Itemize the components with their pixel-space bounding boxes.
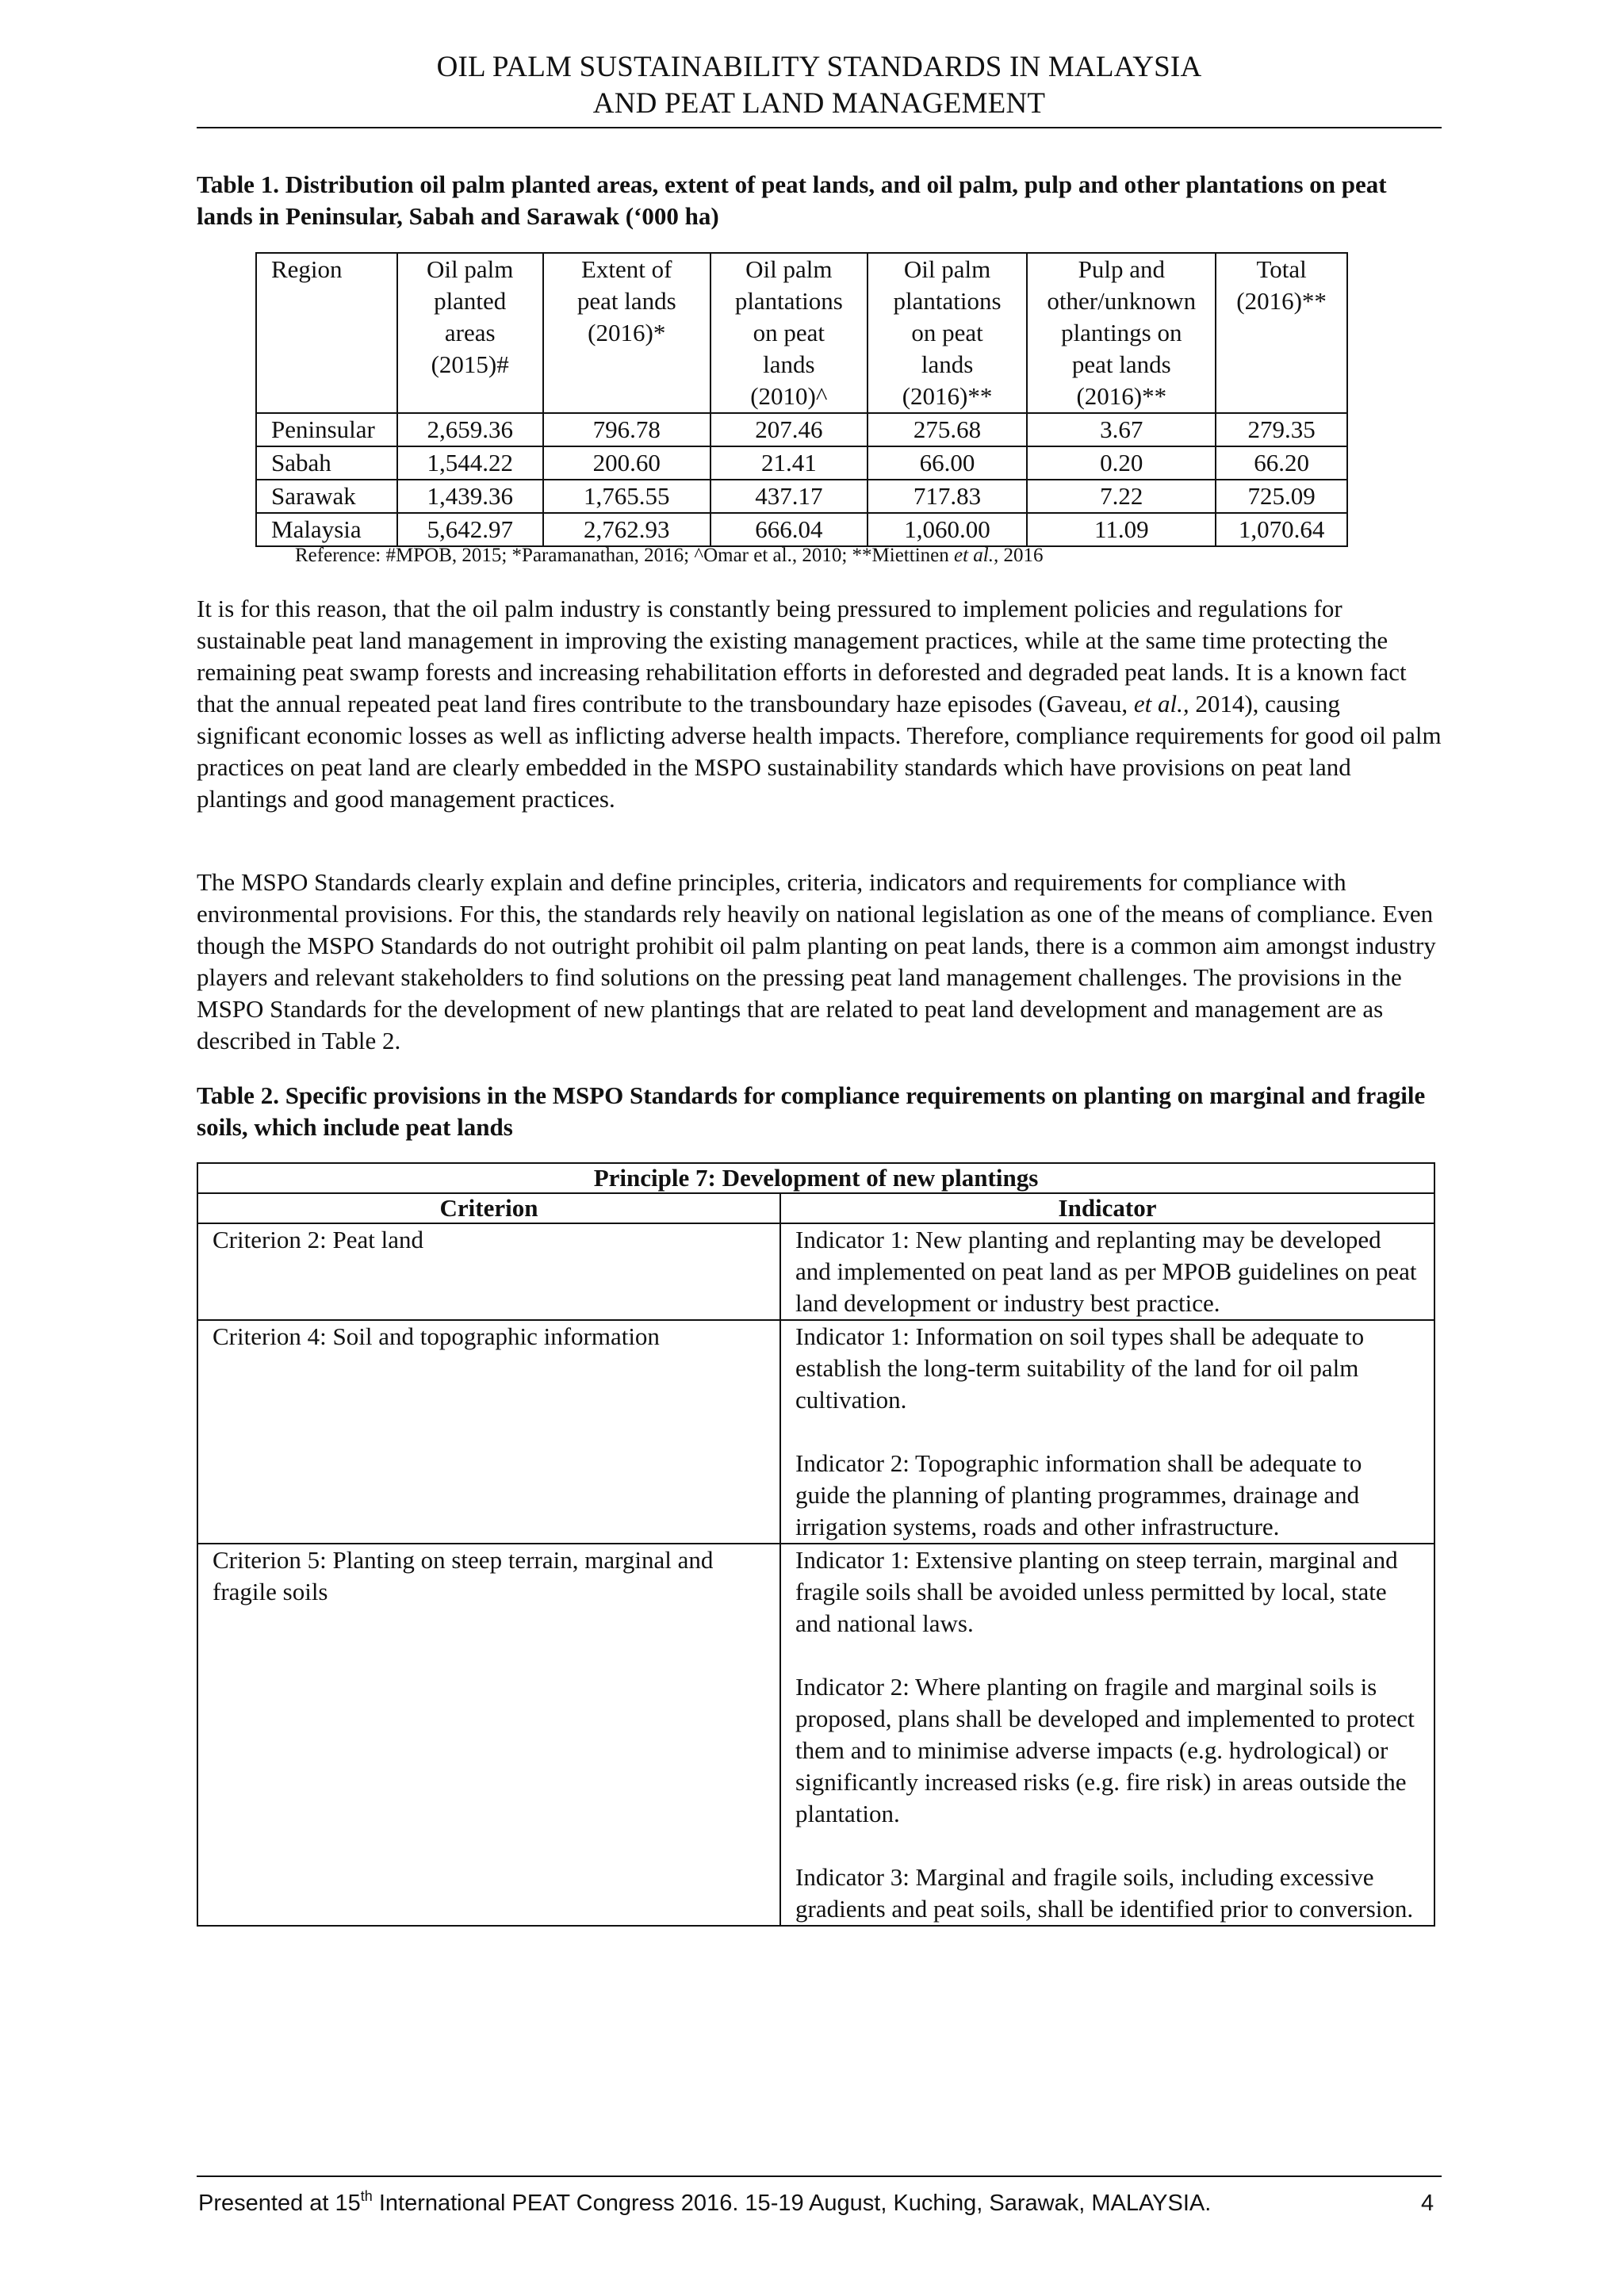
table-cell-region: Malaysia [256,513,397,546]
indicator-text: Indicator 2: Topographic information shall be adequate to guide the planning of planting programmes, drainage and irrigation systems, roads and other infrastructure. [795,1449,1362,1540]
table-cell: 21.41 [710,446,868,480]
criterion-cell: Criterion 5: Planting on steep terrain, marginal and fragile soils [197,1544,780,1926]
table-1-header-row [256,253,1347,413]
table-cell: 437.17 [710,480,868,513]
criterion-header: Criterion [197,1193,780,1223]
body-paragraph-1 [197,593,1442,815]
indicator-cell [780,1320,1434,1544]
page-number: 4 [1421,2191,1434,2216]
footer-text-prefix: Presented at 15 [198,2191,361,2216]
principle-heading: Principle 7: Development of new plantings [197,1163,1434,1193]
table-cell: 3.67 [1027,413,1216,446]
table-1-header-cell: Total (2016)** [1216,253,1347,413]
reference-text: Reference: #MPOB, 2015; *Paramanathan, 2016; ^Omar et al., 2010; **Miettinen [295,545,954,566]
body-paragraph-2: The MSPO Standards clearly explain and define principles, criteria, indicators and requirements for compliance with environmental provisions. For this, the standards rely heavily on national legislation as one of the means of compliance. Even though the MSPO Standards do not outright prohibit oil palm planting on peat lands, there is a common aim amongst industry players and relevant stakeholders to find solutions on the pressing peat land management challenges. The provisions in the MSPO Standards for the development of new plantings that are related to peat land development and management are as described in Table 2. [197,868,1436,1054]
table-cell: 11.09 [1027,513,1216,546]
table-cell-region: Peninsular [256,413,397,446]
indicator-text: Indicator 1: New planting and replanting may be developed and implemented on peat land as per MPOB guidelines on peat land development or industry best practice. [795,1226,1417,1317]
table-cell: 1,070.64 [1216,513,1347,546]
indicator-cell [780,1544,1434,1926]
table-row [197,1320,1434,1544]
footer-superscript: th [360,2188,373,2204]
table-cell-region: Sabah [256,446,397,480]
table-1-header-cell: Pulp and other/unknown plantings on peat lands (2016)** [1027,253,1216,413]
table-cell: 1,765.55 [543,480,710,513]
footer-text [198,2188,1211,2218]
table-row [197,1223,1434,1320]
table-cell: 2,762.93 [543,513,710,546]
table-row [197,1544,1434,1926]
table-cell: 2,659.36 [397,413,543,446]
table-1 [255,252,1348,547]
paragraph-text-end: 2014), causing significant economic losses as well as inflicting adverse health impacts. Therefore, compliance requirements for good oil palm practices on peat land are clearly embedded in the MSPO sustainability standards which have provisions on peat land plantings and good management practices. [197,690,1442,813]
indicator-text: Indicator 1: Information on soil types shall be adequate to establish the long-term suitability of the land for oil palm cultivation. [795,1322,1365,1414]
table-1-header-cell: Extent of peat lands (2016)* [543,253,710,413]
table-row [256,480,1347,513]
running-header-line-1: OIL PALM SUSTAINABILITY STANDARDS IN MALAYSIA [436,51,1202,83]
table-2 [197,1162,1435,1927]
indicator-cell [780,1223,1434,1320]
table-cell: 66.00 [868,446,1028,480]
running-header-line-2: AND PEAT LAND MANAGEMENT [592,87,1046,120]
paragraph-italic: et al., [1133,690,1189,718]
table-cell: 279.35 [1216,413,1347,446]
reference-text-end: 2016 [998,545,1044,566]
table-cell: 1,439.36 [397,480,543,513]
indicator-text: Indicator 1: Extensive planting on steep terrain, marginal and fragile soils shall be avoided unless permitted by local, state and national laws. [795,1546,1398,1637]
table-cell: 717.83 [868,480,1028,513]
table-2-principle-row [197,1163,1434,1193]
table-row [256,446,1347,480]
criterion-cell: Criterion 2: Peat land [197,1223,780,1320]
table-cell: 7.22 [1027,480,1216,513]
table-cell: 796.78 [543,413,710,446]
reference-italic: et al., [954,545,999,566]
table-cell-region: Sarawak [256,480,397,513]
footer-rule [197,2175,1442,2177]
indicator-header: Indicator [780,1193,1434,1223]
indicator-text: Indicator 3: Marginal and fragile soils, including excessive gradients and peat soils, shall be identified prior to conversion. [795,1863,1414,1923]
table-cell: 1,060.00 [868,513,1028,546]
table-2-header-row [197,1193,1434,1223]
paragraph-text: It is for this reason, that the oil palm industry is constantly being pressured to implement policies and regulations for sustainable peat land management in improving the existing management practices, while at the same time protecting the remaining peat swamp forests and increasing rehabilitation efforts in deforested and degraded peat lands. It is a known fact that the annual repeated peat land fires contribute to the transboundary haze episodes (Gaveau, [197,595,1407,718]
table-cell: 1,544.22 [397,446,543,480]
header-rule [197,127,1442,128]
table-cell: 66.20 [1216,446,1347,480]
table-1-header-cell: Oil palm plantations on peat lands (2010)^ [710,253,868,413]
table-cell: 725.09 [1216,480,1347,513]
indicator-text: Indicator 2: Where planting on fragile and marginal soils is proposed, plans shall be developed and implemented to protect them and to minimise adverse impacts (e.g. hydrological) or significantly increased risks (e.g. fire risk) in areas outside the plantation. [795,1673,1415,1827]
table-cell: 666.04 [710,513,868,546]
table-row [256,413,1347,446]
table-row [256,513,1347,546]
footer-text-suffix: International PEAT Congress 2016. 15-19 August, Kuching, Sarawak, MALAYSIA. [372,2191,1212,2216]
table-cell: 0.20 [1027,446,1216,480]
running-header [197,49,1442,122]
table-cell: 275.68 [868,413,1028,446]
table-1-header-cell: Region [256,253,397,413]
table-cell: 5,642.97 [397,513,543,546]
table-2-caption: Table 2. Specific provisions in the MSPO Standards for compliance requirements on planting on marginal and fragile soils, which include peat lands [197,1081,1426,1141]
table-cell: 207.46 [710,413,868,446]
table-1-header-cell: Oil palm plantations on peat lands (2016)** [868,253,1028,413]
criterion-cell: Criterion 4: Soil and topographic information [197,1320,780,1544]
table-1-caption: Table 1. Distribution oil palm planted areas, extent of peat lands, and oil palm, pulp and other plantations on peat lands in Peninsular, Sabah and Sarawak (‘000 ha) [197,170,1387,230]
table-1-header-cell: Oil palm planted areas (2015)# [397,253,543,413]
table-cell: 200.60 [543,446,710,480]
table-1-reference [295,544,1044,568]
